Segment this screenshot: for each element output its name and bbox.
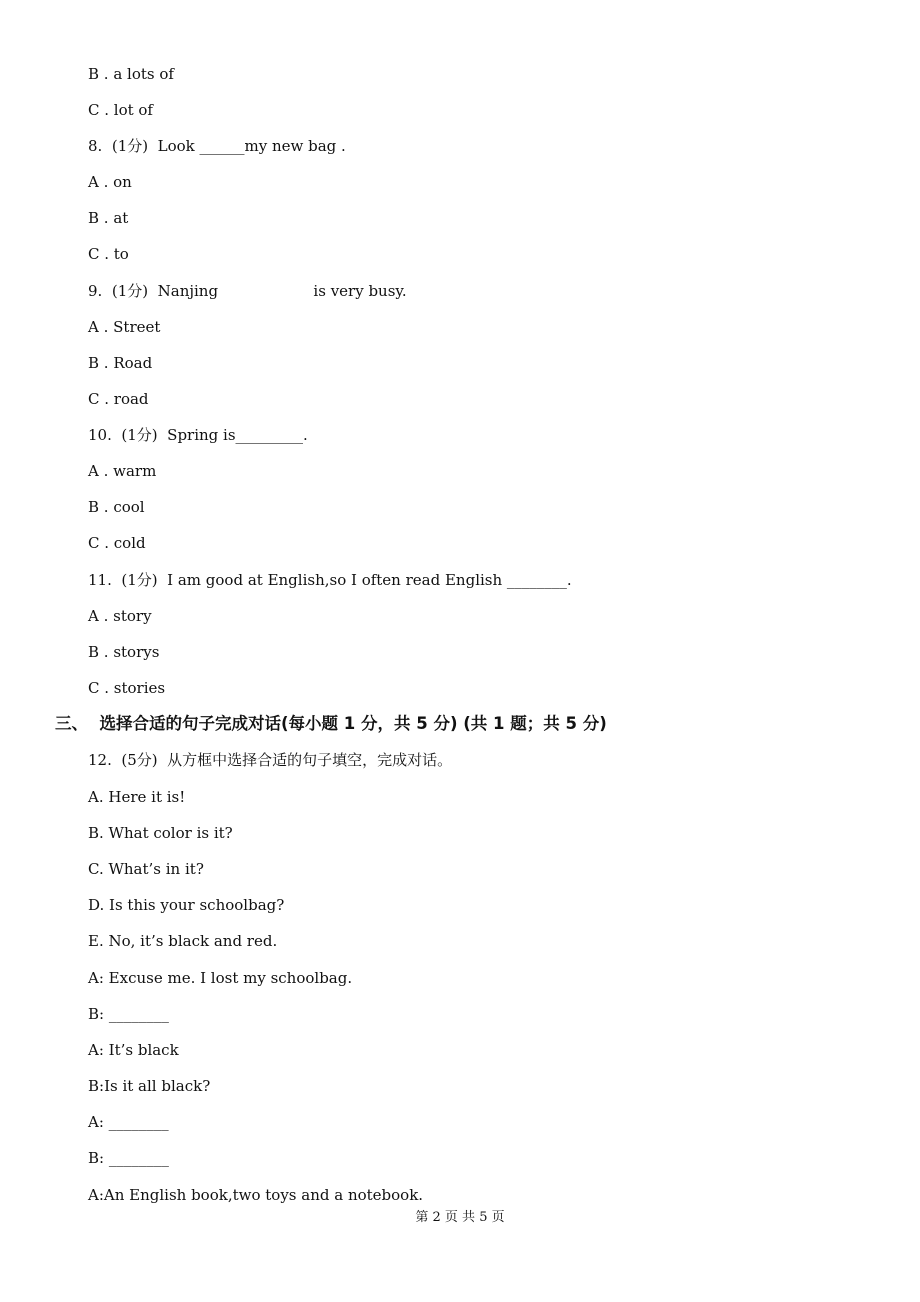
question-9: 9. (1分) Nanjing is very busy. <box>88 282 407 300</box>
dialogue-line-4: B:Is it all black? <box>88 1077 211 1095</box>
dialogue-line-2: B: ________ <box>88 1005 169 1023</box>
choice-d: D. Is this your schoolbag? <box>88 896 285 914</box>
dialogue-line-7: A:An English book,two toys and a notebook. <box>88 1186 424 1204</box>
option-11-a: A . story <box>88 607 152 625</box>
choice-e: E. No, it’s black and red. <box>88 932 278 950</box>
question-11: 11. (1分) I am good at English,so I often read English ________. <box>88 571 572 589</box>
question-8: 8. (1分) Look ______my new bag . <box>88 137 346 155</box>
option-10-b: B . cool <box>88 498 145 516</box>
option-8-c: C . to <box>88 245 129 263</box>
dialogue-line-1: A: Excuse me. I lost my schoolbag. <box>88 969 353 987</box>
page-footer: 第 2 页 共 5 页 <box>415 1210 505 1225</box>
dialogue-line-5: A: ________ <box>88 1113 169 1131</box>
option-9-c: C . road <box>88 390 149 408</box>
option-7-b: B . a lots of <box>88 65 174 83</box>
question-10: 10. (1分) Spring is_________. <box>88 426 308 444</box>
option-10-a: A . warm <box>88 462 157 480</box>
option-9-b: B . Road <box>88 354 153 372</box>
dialogue-line-6: B: ________ <box>88 1149 169 1167</box>
section-heading: 三、 选择合适的句子完成对话(每小题 1 分，共 5 分) (共 1 题；共 5 分) <box>55 714 607 733</box>
choice-a: A. Here it is! <box>88 788 186 806</box>
choice-b: B. What color is it? <box>88 824 233 842</box>
option-8-a: A . on <box>88 173 132 191</box>
option-7-c: C . lot of <box>88 101 153 119</box>
option-9-a: A . Street <box>88 318 161 336</box>
option-11-c: C . stories <box>88 679 166 697</box>
question-12: 12. (5分) 从方框中选择合适的句子填空，完成对话。 <box>88 751 453 769</box>
dialogue-line-3: A: It’s black <box>88 1041 179 1059</box>
choice-c: C. What’s in it? <box>88 860 204 878</box>
option-11-b: B . storys <box>88 643 160 661</box>
option-10-c: C . cold <box>88 534 146 552</box>
option-8-b: B . at <box>88 209 129 227</box>
